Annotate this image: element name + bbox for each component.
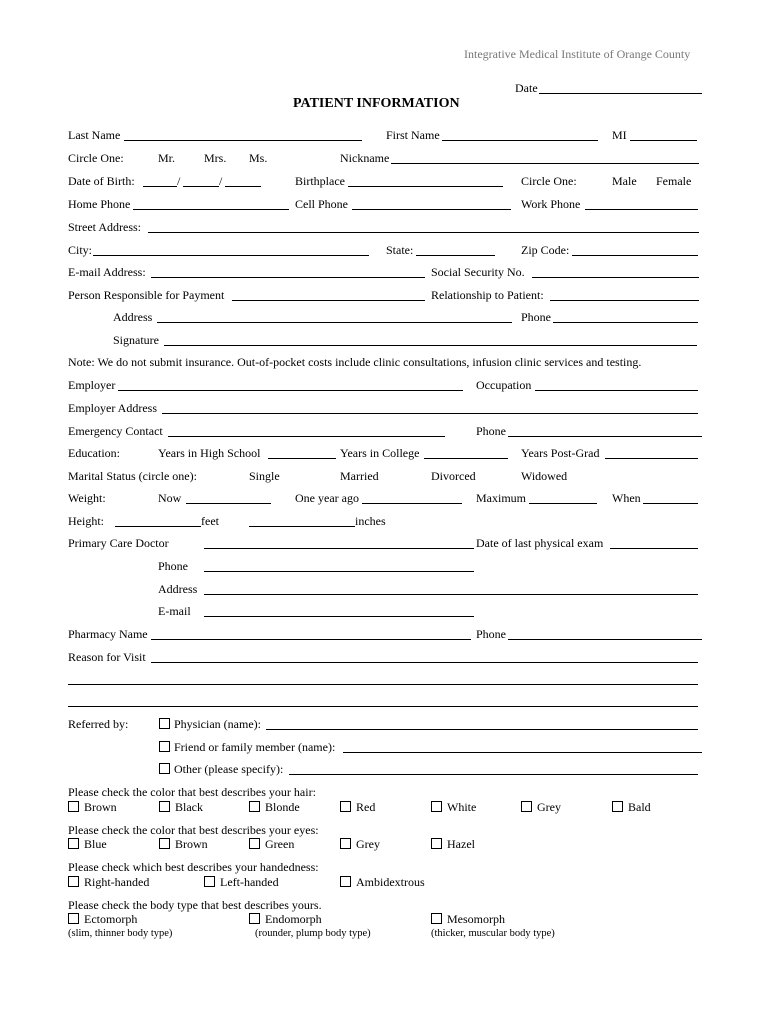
- marital-divorced[interactable]: Divorced: [431, 469, 476, 483]
- emergency-phone-label: Phone: [476, 424, 506, 438]
- email-field[interactable]: [151, 277, 425, 278]
- education-label: Education:: [68, 446, 120, 460]
- ref-friend-label: Friend or family member (name):: [174, 740, 336, 754]
- pcp-label: Primary Care Doctor: [68, 536, 169, 550]
- pcp-address-field[interactable]: [204, 594, 698, 595]
- last-exam-field[interactable]: [610, 548, 698, 549]
- reason-field-3[interactable]: [68, 706, 698, 707]
- relationship-field[interactable]: [550, 300, 699, 301]
- hair-prompt: Please check the color that best describes your hair:: [68, 785, 316, 799]
- weight-now-field[interactable]: [186, 503, 271, 504]
- hair-white-checkbox[interactable]: [431, 801, 442, 812]
- hair-red-label: Red: [356, 800, 376, 814]
- post-grad-label: Years Post-Grad: [521, 446, 600, 460]
- hand-right-checkbox[interactable]: [68, 876, 79, 887]
- responsible-label: Person Responsible for Payment: [68, 288, 225, 302]
- birthplace-label: Birthplace: [295, 174, 345, 188]
- dob-year-field[interactable]: [225, 186, 261, 187]
- body-meso-note: (thicker, muscular body type): [431, 928, 555, 939]
- hair-red-checkbox[interactable]: [340, 801, 351, 812]
- hair-blonde-checkbox[interactable]: [249, 801, 260, 812]
- dob-day-field[interactable]: [183, 186, 219, 187]
- college-field[interactable]: [424, 458, 508, 459]
- ref-other-checkbox[interactable]: [159, 763, 170, 774]
- pharmacy-phone-field[interactable]: [508, 639, 702, 640]
- hand-left-label: Left-handed: [220, 875, 279, 889]
- eyes-grey-label: Grey: [356, 837, 380, 851]
- weight-when-field[interactable]: [643, 503, 698, 504]
- dob-month-field[interactable]: [143, 186, 177, 187]
- pcp-phone-field[interactable]: [204, 571, 474, 572]
- cell-phone-label: Cell Phone: [295, 197, 348, 211]
- date-field[interactable]: [539, 93, 702, 94]
- city-label: City:: [68, 243, 93, 257]
- ref-other-field[interactable]: [289, 774, 698, 775]
- eyes-grey-checkbox[interactable]: [340, 838, 351, 849]
- employer-address-field[interactable]: [162, 413, 698, 414]
- pcp-address-label: Address: [158, 582, 198, 596]
- birthplace-field[interactable]: [348, 186, 503, 187]
- work-phone-field[interactable]: [585, 209, 698, 210]
- eyes-green-label: Green: [265, 837, 295, 851]
- pharmacy-phone-label: Phone: [476, 627, 506, 641]
- ref-friend-field[interactable]: [343, 752, 702, 753]
- ssn-label: Social Security No.: [431, 265, 525, 279]
- last-exam-label: Date of last physical exam: [476, 536, 604, 550]
- reason-field-1[interactable]: [151, 662, 698, 663]
- responsible-address-label: Address: [113, 310, 153, 324]
- reason-label: Reason for Visit: [68, 650, 146, 664]
- emergency-contact-label: Emergency Contact: [68, 424, 163, 438]
- gender-female[interactable]: Female: [656, 174, 692, 188]
- eyes-blue-checkbox[interactable]: [68, 838, 79, 849]
- pcp-email-field[interactable]: [204, 616, 474, 617]
- form-title: PATIENT INFORMATION: [293, 96, 460, 111]
- handedness-prompt: Please check which best describes your handedness:: [68, 860, 319, 874]
- mi-field[interactable]: [630, 140, 697, 141]
- weight-year-label: One year ago: [295, 491, 359, 505]
- weight-max-label: Maximum: [476, 491, 526, 505]
- dob-label: Date of Birth:: [68, 174, 135, 188]
- hand-right-label: Right-handed: [84, 875, 150, 889]
- email-label: E-mail Address:: [68, 265, 146, 279]
- ref-friend-checkbox[interactable]: [159, 741, 170, 752]
- eyes-brown-label: Brown: [175, 837, 208, 851]
- first-name-label: First Name: [386, 128, 440, 142]
- street-address-label: Street Address:: [68, 220, 141, 234]
- reason-field-2[interactable]: [68, 684, 698, 685]
- occupation-label: Occupation: [476, 378, 532, 392]
- weight-max-field[interactable]: [529, 503, 597, 504]
- cell-phone-field[interactable]: [352, 209, 511, 210]
- height-label: Height:: [68, 514, 104, 528]
- high-school-label: Years in High School: [158, 446, 261, 460]
- hair-grey-label: Grey: [537, 800, 561, 814]
- responsible-phone-label: Phone: [521, 310, 551, 324]
- post-grad-field[interactable]: [605, 458, 698, 459]
- hair-brown-label: Brown: [84, 800, 117, 814]
- body-meso-checkbox[interactable]: [431, 913, 442, 924]
- weight-now-label: Now: [158, 491, 182, 505]
- eyes-hazel-checkbox[interactable]: [431, 838, 442, 849]
- ref-physician-checkbox[interactable]: [159, 718, 170, 729]
- city-field[interactable]: [93, 255, 369, 256]
- body-endo-label: Endomorph: [265, 912, 322, 926]
- body-ecto-checkbox[interactable]: [68, 913, 79, 924]
- employer-address-label: Employer Address: [68, 401, 157, 415]
- responsible-field[interactable]: [232, 300, 425, 301]
- body-meso-label: Mesomorph: [447, 912, 505, 926]
- date-label: Date: [515, 81, 538, 95]
- gender-male[interactable]: Male: [612, 174, 637, 188]
- hair-blonde-label: Blonde: [265, 800, 300, 814]
- referred-by-label: Referred by:: [68, 717, 129, 731]
- signature-field[interactable]: [164, 345, 697, 346]
- circle-one-label: Circle One:: [68, 151, 124, 165]
- state-label: State:: [386, 243, 414, 257]
- title-ms[interactable]: Ms.: [249, 151, 268, 165]
- emergency-phone-field[interactable]: [508, 436, 702, 437]
- hair-bald-checkbox[interactable]: [612, 801, 623, 812]
- eyes-green-checkbox[interactable]: [249, 838, 260, 849]
- employer-field[interactable]: [118, 390, 463, 391]
- hair-white-label: White: [447, 800, 477, 814]
- mi-label: MI: [612, 128, 627, 142]
- hair-black-checkbox[interactable]: [159, 801, 170, 812]
- feet-label: feet: [201, 514, 219, 528]
- height-inches-field[interactable]: [249, 526, 355, 527]
- last-name-label: Last Name: [68, 128, 121, 142]
- ssn-field[interactable]: [532, 277, 699, 278]
- pharmacy-field[interactable]: [151, 639, 471, 640]
- signature-label: Signature: [113, 333, 159, 347]
- ref-other-label: Other (please specify):: [174, 762, 284, 776]
- hand-left-checkbox[interactable]: [204, 876, 215, 887]
- insurance-note: Note: We do not submit insurance. Out-of-pocket costs include clinic consultations, infusion clinic services and testing.: [68, 355, 642, 369]
- nickname-field[interactable]: [391, 163, 699, 164]
- dob-sep-1: /: [177, 174, 181, 188]
- weight-when-label: When: [612, 491, 641, 505]
- hand-ambi-label: Ambidextrous: [356, 875, 425, 889]
- pharmacy-label: Pharmacy Name: [68, 627, 148, 641]
- zip-field[interactable]: [572, 255, 698, 256]
- ref-physician-field[interactable]: [266, 729, 698, 730]
- marital-label: Marital Status (circle one):: [68, 469, 197, 483]
- nickname-label: Nickname: [340, 151, 390, 165]
- work-phone-label: Work Phone: [521, 197, 581, 211]
- home-phone-field[interactable]: [133, 209, 289, 210]
- hair-black-label: Black: [175, 800, 203, 814]
- body-endo-note: (rounder, plump body type): [255, 928, 371, 939]
- institute-name: Integrative Medical Institute of Orange County: [464, 47, 691, 61]
- height-feet-field[interactable]: [115, 526, 201, 527]
- high-school-field[interactable]: [268, 458, 336, 459]
- hair-bald-label: Bald: [628, 800, 651, 814]
- inches-label: inches: [355, 514, 386, 528]
- dob-sep-2: /: [219, 174, 223, 188]
- occupation-field[interactable]: [535, 390, 698, 391]
- college-label: Years in College: [340, 446, 420, 460]
- eyes-brown-checkbox[interactable]: [159, 838, 170, 849]
- pcp-email-label: E-mail: [158, 604, 191, 618]
- marital-widowed[interactable]: Widowed: [521, 469, 568, 483]
- ref-physician-label: Physician (name):: [174, 717, 261, 731]
- responsible-phone-field[interactable]: [553, 322, 698, 323]
- eyes-prompt: Please check the color that best describes your eyes:: [68, 823, 319, 837]
- emergency-contact-field[interactable]: [168, 436, 445, 437]
- pcp-field[interactable]: [204, 548, 474, 549]
- body-ecto-label: Ectomorph: [84, 912, 138, 926]
- title-mr[interactable]: Mr.: [158, 151, 176, 165]
- hand-ambi-checkbox[interactable]: [340, 876, 351, 887]
- relationship-label: Relationship to Patient:: [431, 288, 544, 302]
- weight-year-field[interactable]: [362, 503, 462, 504]
- body-ecto-note: (slim, thinner body type): [68, 928, 173, 939]
- pcp-phone-label: Phone: [158, 559, 188, 573]
- marital-married[interactable]: Married: [340, 469, 379, 483]
- eyes-hazel-label: Hazel: [447, 837, 475, 851]
- hair-grey-checkbox[interactable]: [521, 801, 532, 812]
- hair-brown-checkbox[interactable]: [68, 801, 79, 812]
- eyes-blue-label: Blue: [84, 837, 107, 851]
- street-address-field[interactable]: [148, 232, 699, 233]
- employer-label: Employer: [68, 378, 116, 392]
- last-name-field[interactable]: [124, 140, 362, 141]
- state-field[interactable]: [416, 255, 495, 256]
- body-endo-checkbox[interactable]: [249, 913, 260, 924]
- first-name-field[interactable]: [442, 140, 598, 141]
- responsible-address-field[interactable]: [157, 322, 512, 323]
- title-mrs[interactable]: Mrs.: [204, 151, 227, 165]
- body-type-prompt: Please check the body type that best describes yours.: [68, 898, 322, 912]
- marital-single[interactable]: Single: [249, 469, 280, 483]
- gender-circle-label: Circle One:: [521, 174, 577, 188]
- weight-label: Weight:: [68, 491, 106, 505]
- home-phone-label: Home Phone: [68, 197, 131, 211]
- zip-label: Zip Code:: [521, 243, 570, 257]
